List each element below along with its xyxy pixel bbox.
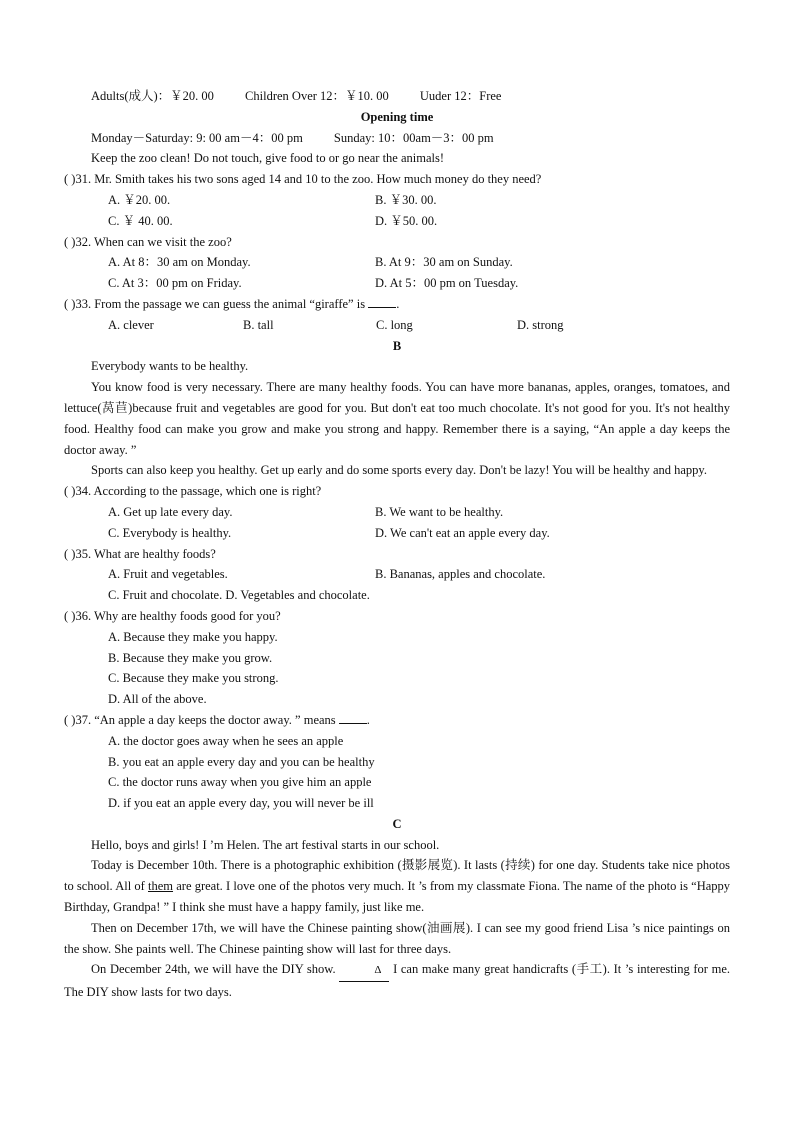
q33-option-a: A. clever [108, 317, 154, 332]
q33-option-d: D. strong [517, 317, 564, 332]
section-b-paragraph-2: You know food is very necessary. There are many healthy foods. You can have more bananas, apples, oranges, tomatoes, and lettuce(莴苣)because fruit and vegetables are good for you. But don't eat too much chocolate. It's not good for you. It's not healthy food. Healthy food can make you grow and make you strong and happy. Remember there is a saying, “An apple a day keeps the doctor away. ” [64, 380, 730, 457]
ticket-prices [64, 86, 730, 107]
q31-options-row1 [64, 190, 730, 211]
weekday-hours: Monday－Saturday: 9: 00 am－4：00 pm [91, 130, 303, 145]
q32-option-c: C. At 3：00 pm on Friday. [108, 276, 242, 291]
q35-options-cd: C. Fruit and chocolate. D. Vegetables and chocolate. [108, 588, 370, 603]
q37-option-c: C. the doctor runs away when you give him an apple [108, 775, 372, 790]
q36-option-a: A. Because they make you happy. [108, 629, 278, 644]
question-36: ( )36. Why are healthy foods good for you? [64, 608, 281, 623]
section-c-paragraph-1: Hello, boys and girls! I ’m Helen. The art festival starts in our school. [91, 837, 440, 852]
adult-price: Adults(成人)：￥20. 00 [91, 89, 214, 103]
zoo-rule: Keep the zoo clean! Do not touch, give food to or go near the animals! [91, 151, 445, 166]
answer-blank [339, 711, 367, 724]
under-price: Uuder 12：Free [419, 89, 502, 103]
blank-delta-marker: Δ [339, 960, 389, 982]
question-32: ( )32. When can we visit the zoo? [64, 234, 232, 249]
section-c-title: C [392, 816, 402, 831]
q33-option-b: B. tall [243, 317, 274, 332]
document-page [64, 86, 730, 1003]
section-b-title: B [392, 338, 402, 353]
q37-option-a: A. the doctor goes away when he sees an apple [108, 733, 344, 748]
section-c-paragraph-4: On December 24th, we will have the DIY show. Δ I can make many great handicrafts (手工). It ’s interesting for me. The DIY show lasts for two days. [64, 962, 731, 1000]
q31-options-row2 [64, 211, 730, 232]
question-31: ( )31. Mr. Smith takes his two sons aged 14 and 10 to the zoo. How much money do they need? [64, 172, 542, 187]
q34-option-c: C. Everybody is healthy. [108, 525, 232, 540]
q31-option-b: B. ￥30. 00. [375, 192, 437, 207]
q31-option-c: C. ￥ 40. 00. [108, 213, 173, 228]
q34-options-row2 [64, 523, 730, 544]
q31-option-d: D. ￥50. 00. [375, 213, 438, 228]
question-37: ( )37. “An apple a day keeps the doctor away. ” means . [64, 712, 370, 727]
opening-hours [64, 128, 730, 149]
q32-options-row2 [64, 273, 730, 294]
question-34: ( )34. According to the passage, which one is right? [64, 484, 322, 499]
q37-option-b: B. you eat an apple every day and you can be healthy [108, 754, 375, 769]
section-b-paragraph-3: Sports can also keep you healthy. Get up early and do some sports every day. Don't be lazy! You will be healthy and happy. [91, 463, 707, 478]
opening-time-title: Opening time [360, 109, 434, 124]
q34-option-d: D. We can't eat an apple every day. [375, 525, 550, 540]
question-35: ( )35. What are healthy foods? [64, 546, 216, 561]
q32-option-d: D. At 5：00 pm on Tuesday. [375, 276, 519, 291]
q32-options-row1 [64, 252, 730, 273]
q31-option-a: A. ￥20. 00. [108, 192, 171, 207]
sunday-hours: Sunday: 10：00am－3：00 pm [333, 130, 494, 145]
section-c-paragraph-2: Today is December 10th. There is a photographic exhibition (摄影展览). It lasts (持续) for one day. Students take nice photos to school. All of them are great. I love one of the photos very much. It ’s from my classmate Fiona. The name of the photo is “Happy Birthday, Grandpa! ” I think she must have a happy family, just like me. [64, 858, 731, 915]
q32-option-a: A. At 8：30 am on Monday. [108, 255, 251, 270]
q33-option-c: C. long [376, 317, 413, 332]
q36-option-b: B. Because they make you grow. [108, 650, 273, 665]
q34-option-a: A. Get up late every day. [108, 504, 233, 519]
section-c-paragraph-3: Then on December 17th, we will have the Chinese painting show(油画展). I can see my good friend Lisa ’s nice paintings on the show. She paints well. The Chinese painting show will last for three days. [64, 920, 730, 956]
q33-options [64, 315, 730, 336]
q32-option-b: B. At 9：30 am on Sunday. [375, 255, 513, 270]
q35-option-a: A. Fruit and vegetables. [108, 567, 228, 582]
q35-options-row1 [64, 564, 730, 585]
section-b-paragraph-1: Everybody wants to be healthy. [91, 359, 249, 374]
children-price: Children Over 12：￥10. 00 [245, 89, 389, 103]
q34-option-b: B. We want to be healthy. [375, 504, 504, 519]
q35-option-b: B. Bananas, apples and chocolate. [375, 567, 546, 582]
q36-option-d: D. All of the above. [108, 692, 207, 707]
question-33: ( )33. From the passage we can guess the animal “giraffe” is . [64, 296, 400, 311]
underlined-word-them: them [148, 879, 174, 894]
q36-option-c: C. Because they make you strong. [108, 671, 279, 686]
q34-options-row1 [64, 502, 730, 523]
answer-blank [368, 295, 396, 308]
q37-option-d: D. if you eat an apple every day, you will never be ill [108, 796, 374, 811]
